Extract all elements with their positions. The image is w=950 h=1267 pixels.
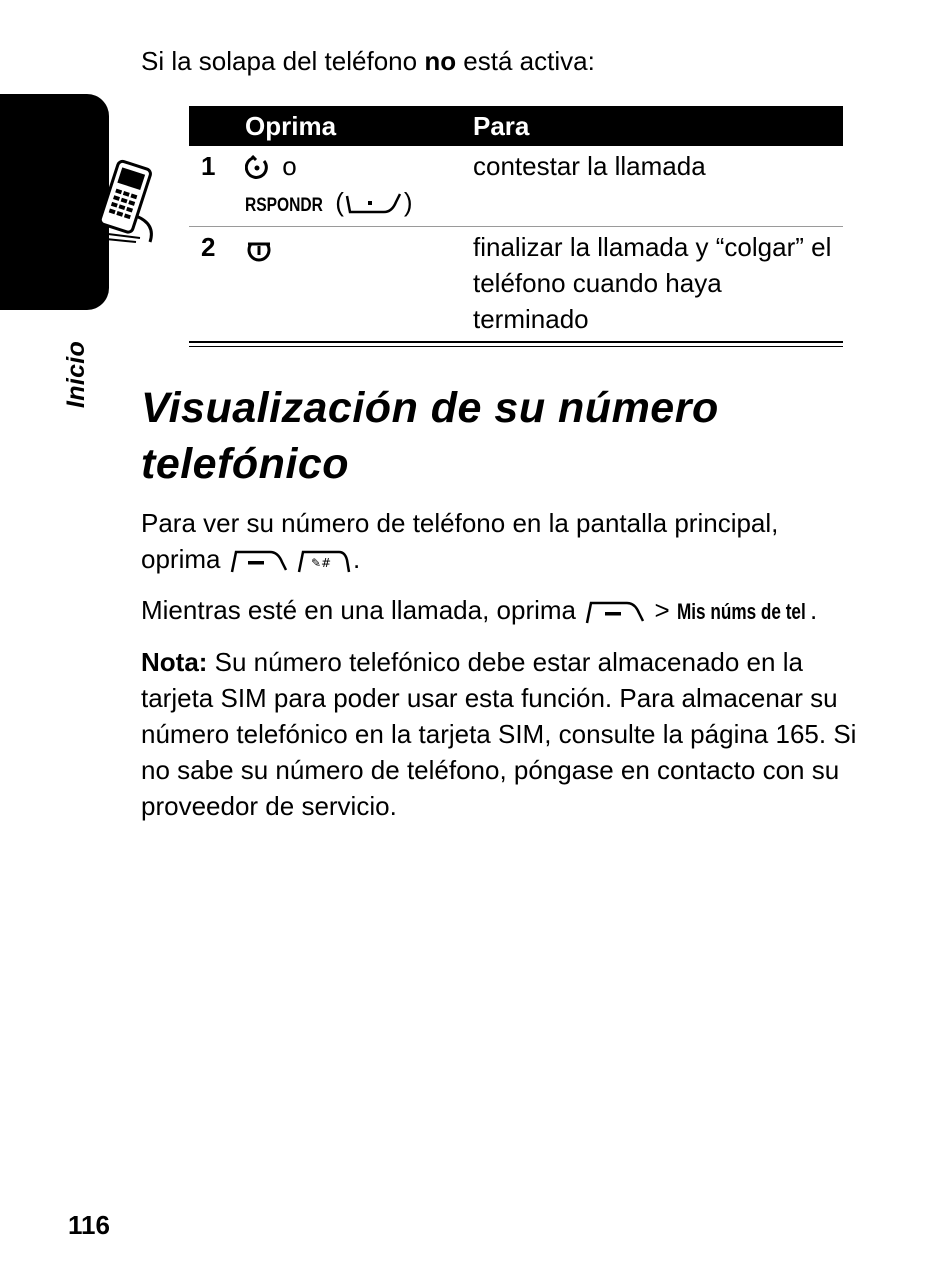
steps-table — [189, 106, 843, 347]
table-row — [189, 146, 843, 227]
paragraph-during-call: Mientras esté en una llamada, oprima > Mis núms de tel . — [141, 592, 861, 630]
phone-in-hand-icon — [70, 158, 162, 246]
step-description: contestar la llamada — [473, 151, 706, 181]
column-header-oprima: Oprima — [245, 111, 337, 141]
softkey-label: RSPONDR — [245, 195, 323, 216]
note-label: Nota: — [141, 647, 208, 677]
pound-key-icon — [295, 548, 353, 574]
svg-text:✎#: ✎# — [310, 556, 332, 571]
step-number: 2 — [201, 232, 216, 262]
menu-item-mis-nums-de-tel: Mis núms de tel — [676, 599, 806, 624]
intro-text: Si la solapa del teléfono no está activa: — [141, 46, 595, 76]
column-header-para: Para — [473, 111, 530, 141]
menu-key-icon — [228, 548, 288, 574]
paragraph-view-number: Para ver su número de teléfono en la pantalla principal, oprima ✎# . — [141, 508, 779, 574]
section-heading: Visualización de su número telefónico — [141, 384, 719, 488]
table-row — [189, 227, 843, 339]
menu-key-icon — [583, 599, 647, 625]
section-tab-label: Inicio — [62, 340, 90, 408]
table-bottom-rule — [189, 341, 843, 347]
step-number: 1 — [201, 151, 216, 181]
press-cell — [245, 229, 273, 265]
right-soft-key-icon — [344, 192, 404, 216]
note-paragraph: Nota: Su número telefónico debe estar almacenado en la tarjeta SIM para poder usar esta función. Para almacenar su número telefónico en la tarjeta SIM, consulte la página 165. Si no sabe su número de teléfono, póngase en contacto con su proveedor de servicio. — [141, 647, 857, 821]
step-description: finalizar la llamada y “colgar” el teléfono cuando haya terminado — [473, 232, 832, 334]
press-cell: o RSPONDR ( ) — [245, 148, 413, 224]
table-header — [189, 106, 843, 146]
or-text: o — [282, 151, 297, 181]
end-key-icon — [245, 236, 273, 262]
page-number: 116 — [68, 1210, 110, 1240]
send-key-icon — [245, 155, 269, 181]
